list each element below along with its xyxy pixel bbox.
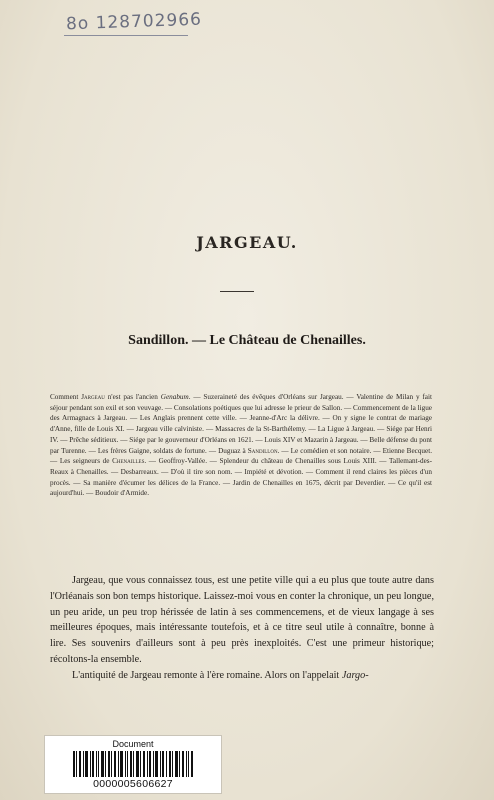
body-paragraph-1: Jargeau, que vous connaissez tous, est une petite ville qui a eu plus que toute autre dans l'Orléanais son bon temps historique. Laissez-moi vous en conter la chronique, un peu longue, un peu aride, un peu trop hérissée de latin à ses commencemens, et de vieux langage à ses meilleures époques, mais intéressante toutefois, et à ce titre seul utile à connaître, bonne à lire. Ses souvenirs d'ailleurs sont à peu près inexploités. C'est une primeur historique; récoltons-la ensemble.: [50, 575, 434, 665]
handwritten-shelfmark: 8o 128702966: [65, 9, 203, 35]
body-text: [50, 573, 434, 684]
summary-lead: Comment: [50, 393, 82, 401]
body-paragraph-2: [50, 668, 434, 684]
title-rule: [220, 291, 254, 292]
summary-jargeau: Jargeau: [81, 393, 105, 401]
barcode-sticker: [44, 735, 222, 794]
summary-genabum: Genabum: [160, 393, 189, 401]
barcode-label: Document: [112, 739, 154, 749]
summary-part1: n'est pas l'ancien: [104, 393, 161, 401]
summary-chenailles: Chenailles: [112, 457, 145, 466]
chapter-subtitle: Sandillon. — Le Château de Chenailles.: [128, 333, 366, 348]
body-paragraph-2-text: L'antiquité de Jargeau remonte à l'ère romaine. Alors on l'appelait: [72, 669, 342, 681]
shelfmark-underline: [64, 35, 188, 36]
summary-part4: . — Geoffroy-Vallée. — Splendeur du château de Chenailles sous Louis XIII. — Tallemant-des-Reaux à Chenailles. — Desbarreaux. — D'où il tire son nom. — Impiété et dévotion. — Comment il rend claires les pièces d'un procès. — Sa manière d'écumer les délices de la France. — Jardin de Chenailles en 1675, décrit par Deverdier. — Ce qu'il est aujourd'hui. — Boudoir d'Armide.: [50, 457, 432, 498]
chapter-summary: [50, 392, 432, 499]
summary-part3: . — Le comédien et son notaire. — Etienne Becquet. — Les seigneurs de: [50, 446, 432, 466]
summary-sandillon: Sandillon: [247, 446, 278, 455]
chapter-title: JARGEAU.: [196, 233, 298, 252]
barcode-number: 0000005606627: [93, 778, 173, 790]
body-paragraph-2-italic: Jargo-: [341, 669, 369, 681]
summary-part2: . — Suzeraineté des évêques d'Orléans sur Jargeau. — Valentine de Milan y fait séjour pendant son exil et son veuvage. — Consolations poétiques que lui adresse le prieur de Sallon. — Commencement de la ligue des Armagnacs à Jargeau. — Les Anglais prennent cette ville. — Jeanne-d'Arc la délivre. — On y signe le contrat de mariage d'Anne, fille de Louis XI. — Jargeau ville calviniste. — Massacres de la St-Barthélemy. — La Ligue à Jargeau. — Siége par Henri IV. — Prêche séditieux. — Siége par le gouverneur d'Orléans en 1621. — Louis XIV et Mazarin à Jargeau. — Belle défense du pont par Turenne. — Les frères Gaigne, soldats de fortune. — Duguaz à: [50, 393, 432, 455]
barcode-icon: [73, 751, 193, 777]
